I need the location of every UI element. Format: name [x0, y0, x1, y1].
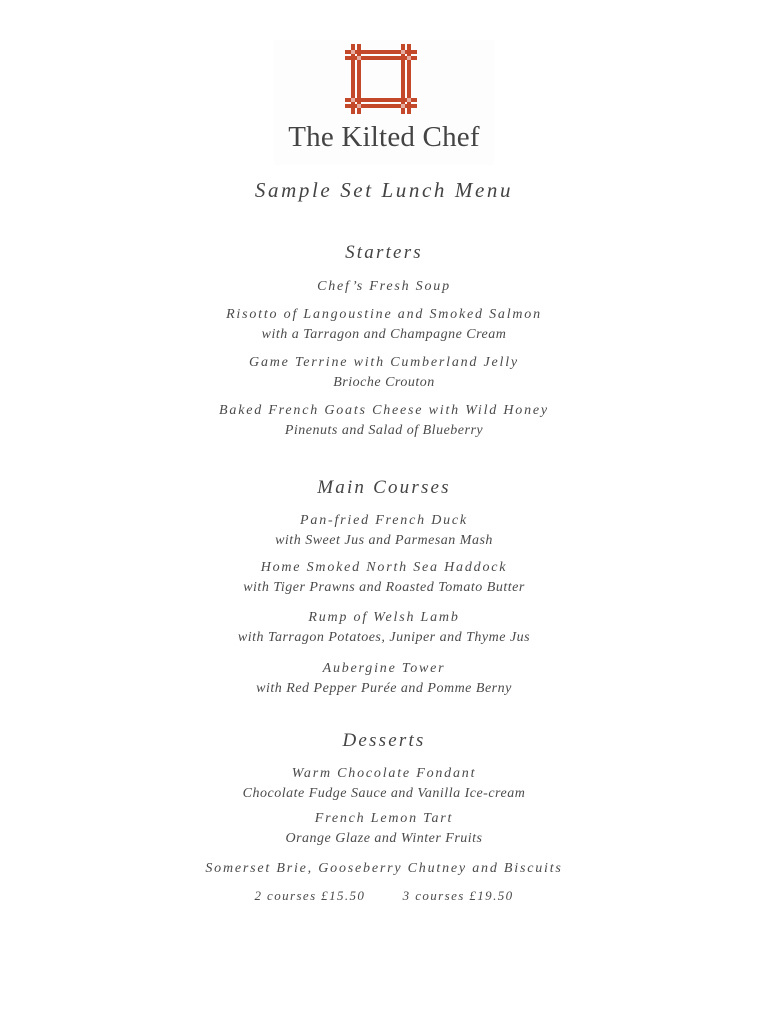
dish-name: Rump of Welsh Lamb: [308, 610, 460, 625]
dish-description: Chocolate Fudge Sauce and Vanilla Ice-cream: [242, 785, 526, 801]
dish-name: Aubergine Tower: [322, 661, 446, 676]
brand-name: The Kilted Chef: [288, 121, 480, 153]
dish-name: Home Smoked North Sea Haddock: [260, 560, 508, 575]
menu-item: [0, 608, 768, 647]
dish-description: with Red Pepper Purée and Pomme Berny: [256, 680, 512, 696]
dish-name: Game Terrine with Cumberland Jelly: [249, 355, 519, 370]
dish-description: Brioche Crouton: [333, 374, 435, 390]
menu-item: [0, 859, 768, 879]
menu-item: [0, 277, 768, 297]
dish-description: Orange Glaze and Winter Fruits: [285, 830, 483, 846]
dish-description: with Tiger Prawns and Roasted Tomato Butter: [243, 579, 525, 595]
price-two-courses: 2 courses £15.50: [254, 888, 366, 903]
dish-description: with Tarragon Potatoes, Juniper and Thyme Jus: [237, 629, 531, 645]
menu-item: [0, 809, 768, 848]
menu-item: [0, 353, 768, 392]
price-three-courses: 3 courses £19.50: [402, 888, 514, 903]
dish-name: Warm Chocolate Fondant: [291, 766, 477, 781]
dish-name: Chef’s Fresh Soup: [317, 279, 451, 294]
menu-item: [0, 511, 768, 550]
menu-item: [0, 558, 768, 597]
dish-name: Pan-fried French Duck: [300, 513, 468, 528]
menu-title: Sample Set Lunch Menu: [254, 178, 514, 202]
dish-name: Somerset Brie, Gooseberry Chutney and Biscuits: [205, 861, 563, 876]
menu-item: [0, 764, 768, 803]
dish-description: with a Tarragon and Champagne Cream: [261, 326, 507, 342]
section-heading-main-courses: Main Courses: [317, 477, 451, 498]
menu-item: [0, 305, 768, 344]
dish-description: with Sweet Jus and Parmesan Mash: [275, 532, 493, 548]
section-heading-starters: Starters: [345, 242, 423, 263]
menu-item: [0, 659, 768, 698]
section-heading-desserts: Desserts: [342, 730, 426, 751]
dish-name: Risotto of Langoustine and Smoked Salmon: [226, 307, 542, 322]
menu-item: [0, 401, 768, 440]
pricing-row: [0, 888, 768, 904]
dish-description: Pinenuts and Salad of Blueberry: [284, 422, 484, 438]
dish-name: French Lemon Tart: [314, 811, 454, 826]
tartan-logo-icon: [345, 44, 417, 114]
dish-name: Baked French Goats Cheese with Wild Honey: [219, 403, 549, 418]
